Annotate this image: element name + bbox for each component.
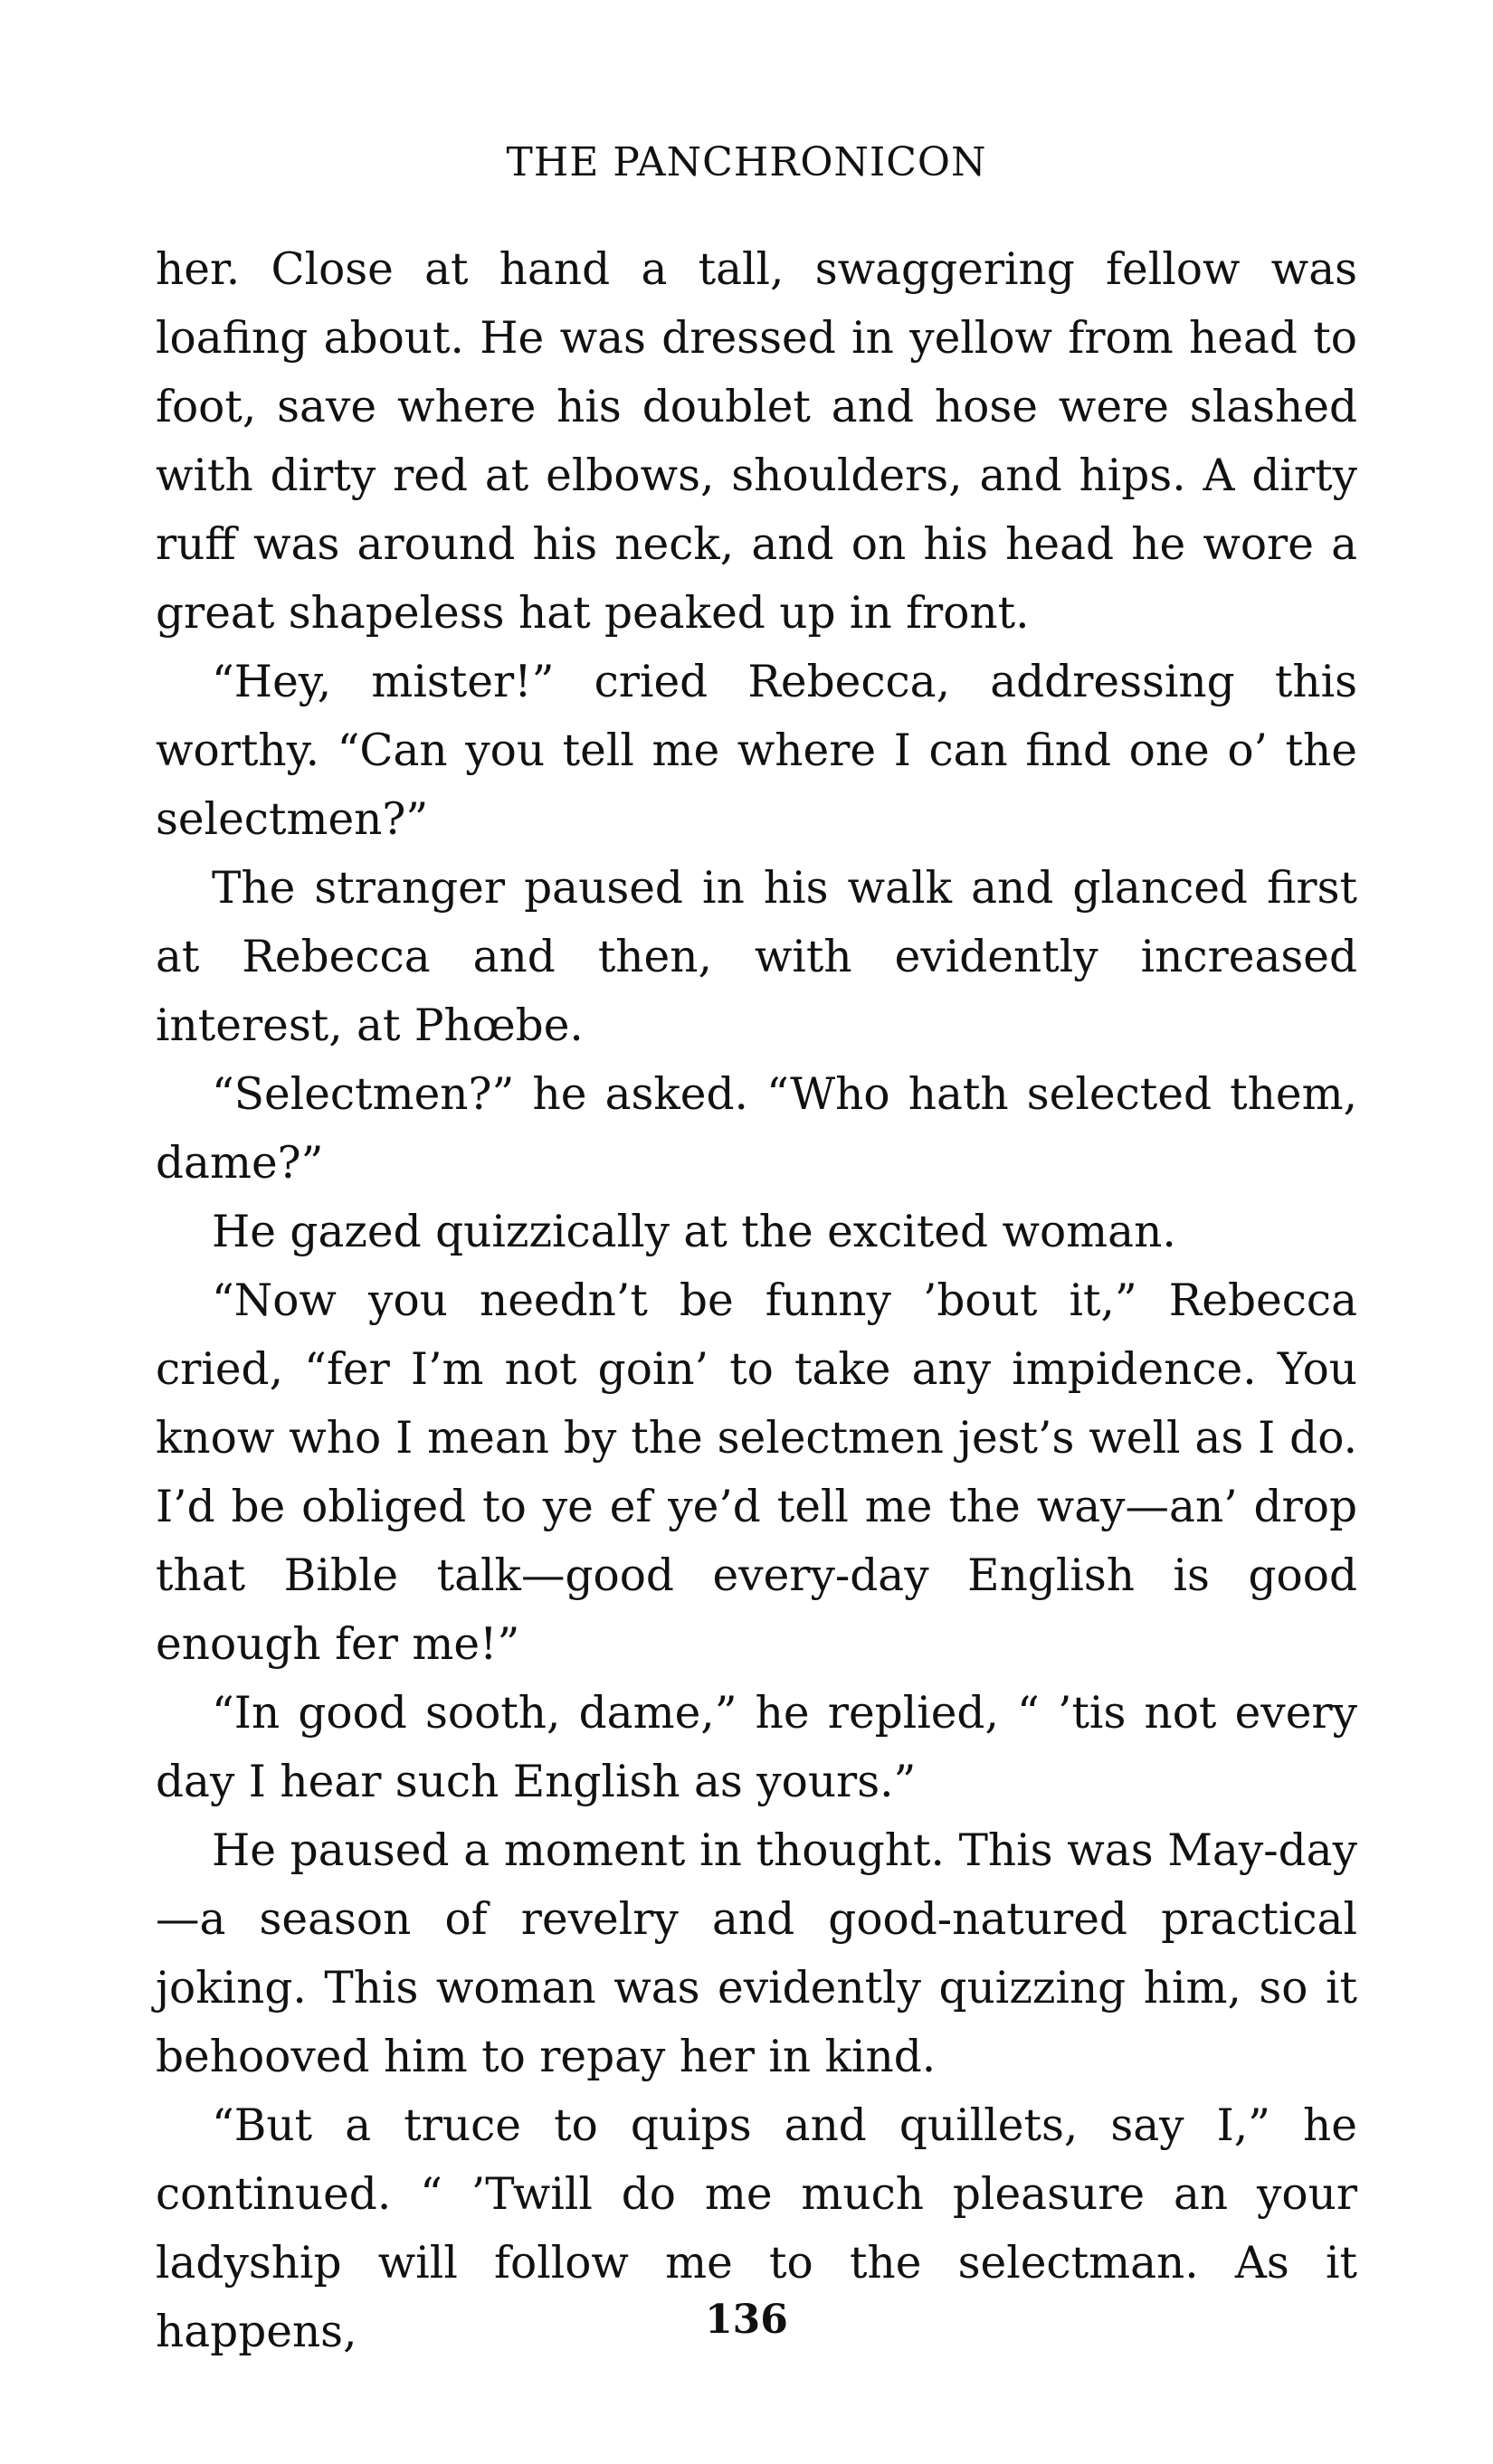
paragraph: her. Close at hand a tall, swaggering fellow was loafing about. He was dressed in yellow from head to foot, save where his doublet and hose were slashed with dirty red at elbows, shoulders, and hips. A dirty ruff was around his neck, and on his head he wore a great shapeless hat peaked up in front. xyxy=(156,244,1357,639)
page-number: 136 xyxy=(705,2297,788,2343)
paragraph: “Hey, mister!” cried Rebecca, addressing this worthy. “Can you tell me where I can find one o’ the selectmen?” xyxy=(156,657,1357,845)
paragraph: The stranger paused in his walk and glanced first at Rebecca and then, with evidently increased interest, at Phœbe. xyxy=(156,863,1357,1051)
paragraph: He gazed quizzically at the excited woman. xyxy=(212,1207,1176,1257)
paragraph: “Selectmen?” he asked. “Who hath selected them, dame?” xyxy=(156,1069,1357,1189)
paragraph: “In good sooth, dame,” he replied, “ ’tis not every day I hear such English as yours.” xyxy=(156,1688,1357,1807)
running-head: THE PANCHRONICON xyxy=(506,139,987,185)
body-text xyxy=(156,235,1357,2366)
paragraph: “But a truce to quips and quillets, say I,” he continued. “ ’Twill do me much pleasure an your ladyship will follow me to the selectman. As it happens, xyxy=(156,2100,1357,2357)
paragraph: “Now you needn’t be funny ’bout it,” Rebecca cried, “fer I’m not goin’ to take any impidence. You know who I mean by the selectmen jest’s well as I do. I’d be obliged to ye ef ye’d tell me the way—an’ drop that Bible talk—good every-day English is good enough fer me!” xyxy=(156,1275,1357,1670)
paragraph: He paused a moment in thought. This was May-day—a season of revelry and good-natured practical joking. This woman was evidently quizzing him, so it behooved him to repay her in kind. xyxy=(156,1825,1357,2082)
